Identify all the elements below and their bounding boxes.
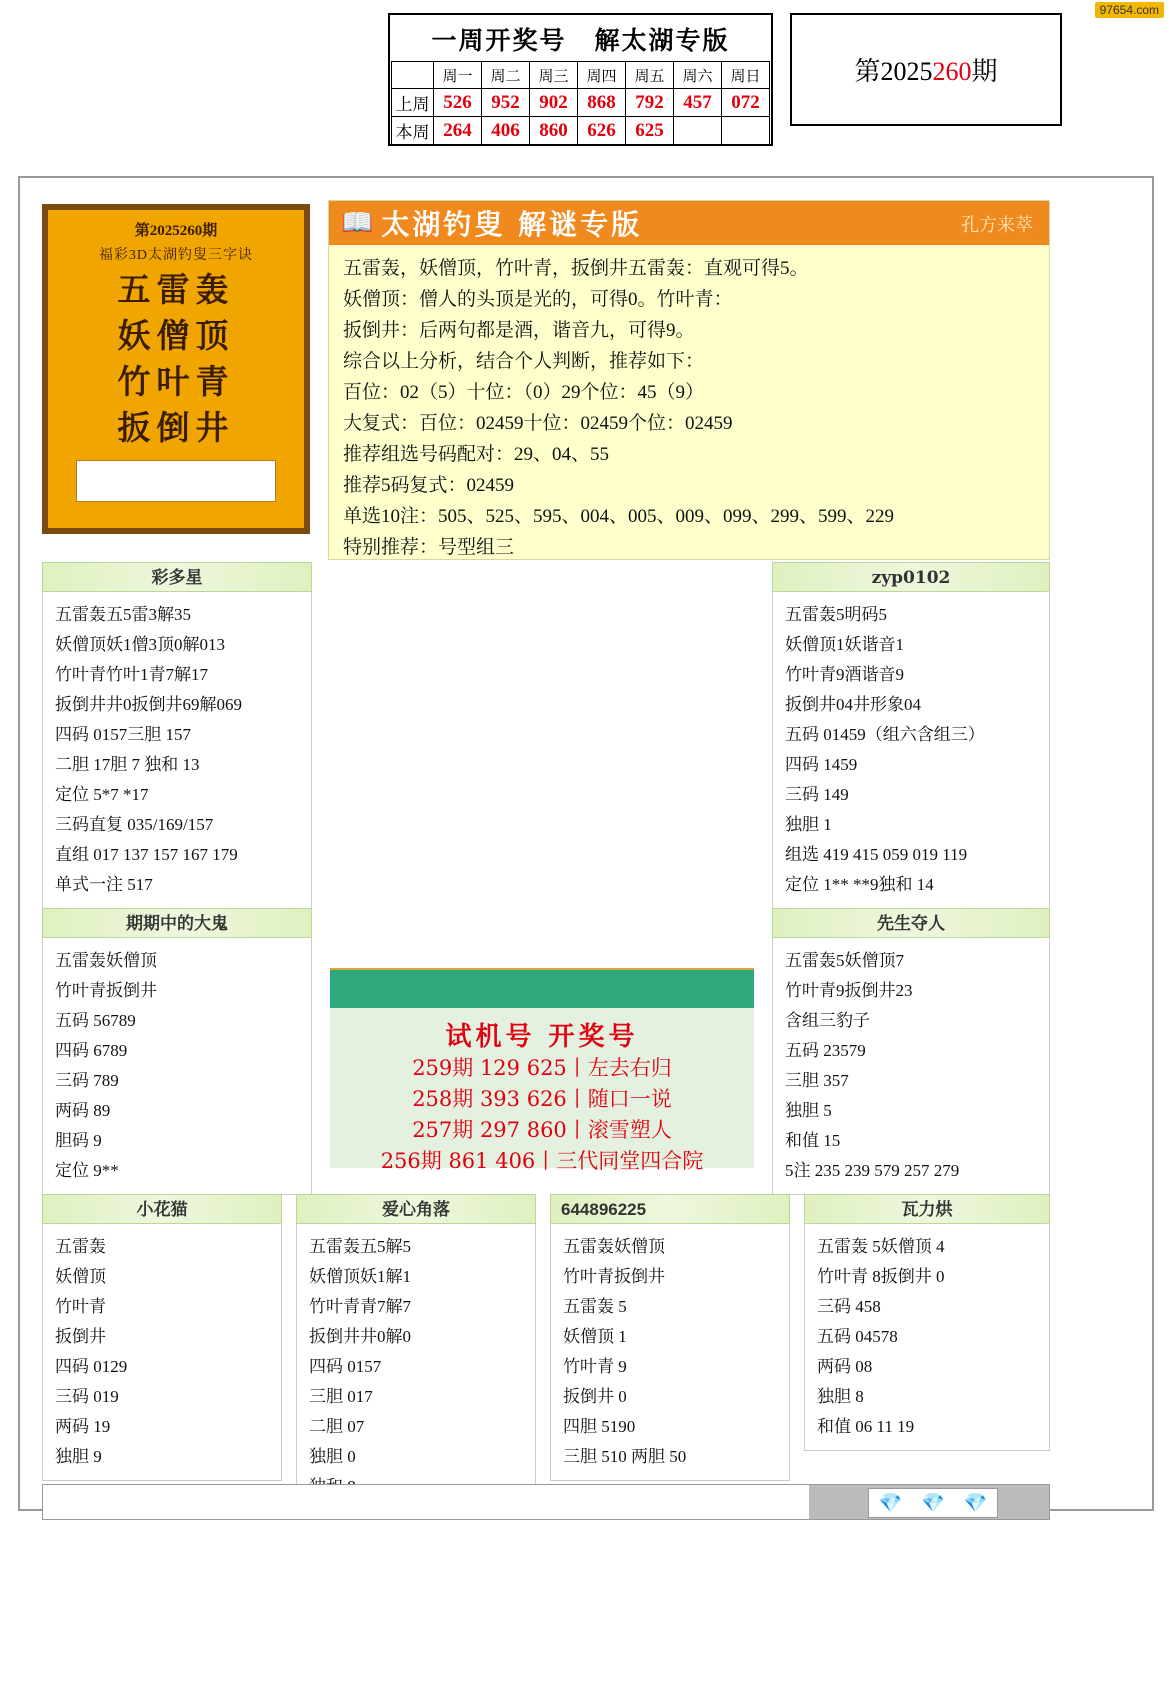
card-line: 竹叶青竹叶1青7解17 bbox=[55, 665, 208, 684]
card-title: 瓦力烘 bbox=[804, 1194, 1050, 1224]
card-line: 独胆 5 bbox=[785, 1101, 832, 1120]
card-line: 四码 6789 bbox=[55, 1041, 128, 1060]
analysis-line: 特别推荐：号型组三 bbox=[343, 537, 515, 558]
draw-history-line: 259期 129 625丨左去右归 bbox=[412, 1056, 672, 1080]
card-line: 5注 235 239 579 257 279 bbox=[785, 1161, 960, 1180]
thisweek-sat bbox=[674, 117, 722, 145]
thisweek-tue: 406 bbox=[482, 117, 530, 145]
card-line: 扳倒井 0 bbox=[563, 1387, 627, 1406]
card-line: 定位 9** bbox=[55, 1161, 119, 1180]
row-label-lastweek: 上周 bbox=[392, 89, 434, 117]
card-xiaohuamao bbox=[42, 1194, 282, 1481]
poster-issue: 第2025260期 bbox=[134, 223, 218, 239]
card-title: 彩多星 bbox=[42, 562, 312, 592]
thisweek-sun bbox=[722, 117, 770, 145]
card-line: 扳倒井 bbox=[55, 1327, 106, 1346]
analysis-line: 妖僧顶：僧人的头顶是光的，可得0。竹叶青： bbox=[343, 289, 733, 310]
analysis-line: 综合以上分析，结合个人判断，推荐如下： bbox=[343, 351, 705, 372]
table-row bbox=[392, 89, 770, 117]
card-line: 含组三豹子 bbox=[785, 1011, 870, 1030]
card-line: 两码 89 bbox=[55, 1101, 111, 1120]
card-body bbox=[42, 592, 312, 909]
card-line: 三码 458 bbox=[817, 1297, 881, 1316]
header-cell-fri: 周五 bbox=[626, 62, 674, 89]
lastweek-sat: 457 bbox=[674, 89, 722, 117]
card-zyp0102 bbox=[772, 562, 1050, 909]
card-line: 扳倒井04井形象04 bbox=[785, 695, 921, 714]
gem-icon: 💎 bbox=[963, 1493, 988, 1514]
watermark: 97654.com bbox=[1095, 2, 1164, 18]
lastweek-sun: 072 bbox=[722, 89, 770, 117]
card-body bbox=[550, 1224, 790, 1481]
card-title: 爱心角落 bbox=[296, 1194, 536, 1224]
card-line: 三码 789 bbox=[55, 1071, 119, 1090]
card-line: 四码 1459 bbox=[785, 755, 858, 774]
header-cell-sat: 周六 bbox=[674, 62, 722, 89]
lastweek-mon: 526 bbox=[434, 89, 482, 117]
card-line: 五雷轰妖僧顶 bbox=[563, 1237, 665, 1256]
card-line: 竹叶青9酒谐音9 bbox=[785, 665, 904, 684]
gem-icon: 💎 bbox=[921, 1493, 945, 1514]
analysis-title: 太湖钓叟 解谜专版 bbox=[381, 208, 643, 241]
card-body bbox=[296, 1224, 536, 1511]
card-line: 四码 0157 bbox=[309, 1357, 382, 1376]
card-line: 扳倒井井0扳倒井69解069 bbox=[55, 695, 242, 714]
card-line: 五雷轰5妖僧顶7 bbox=[785, 951, 904, 970]
card-line: 五雷轰五5解5 bbox=[309, 1237, 411, 1256]
issue-label bbox=[854, 51, 997, 88]
card-line: 直组 017 137 157 167 179 bbox=[55, 845, 238, 864]
poster-subtitle: 福彩3D太湖钓叟三字诀 bbox=[98, 248, 254, 263]
analysis-line: 百位：02（5）十位：（0）29个位：45（9） bbox=[343, 382, 705, 403]
poster-line-4: 扳倒井 bbox=[117, 408, 235, 447]
card-line: 妖僧顶妖1僧3顶0解013 bbox=[55, 635, 225, 654]
analysis-author: 孔方来萃 bbox=[961, 215, 1033, 235]
card-644896225 bbox=[550, 1194, 790, 1481]
card-line: 三码直复 035/169/157 bbox=[55, 815, 214, 834]
draw-history-line: 256期 861 406丨三代同堂四合院 bbox=[380, 1149, 704, 1173]
card-line: 三胆 510 两胆 50 bbox=[563, 1447, 687, 1466]
card-line: 独胆 1 bbox=[785, 815, 832, 834]
thisweek-mon: 264 bbox=[434, 117, 482, 145]
card-line: 五雷轰5明码5 bbox=[785, 605, 887, 624]
card-line: 妖僧顶 1 bbox=[563, 1327, 627, 1346]
card-line: 四码 0157三胆 157 bbox=[55, 725, 191, 744]
weekly-title-left: 一周开奖号 bbox=[431, 28, 567, 55]
card-line: 定位 1** **9独和 14 bbox=[785, 875, 934, 894]
card-line: 胆码 9 bbox=[55, 1131, 102, 1150]
analysis-line: 推荐5码复式：02459 bbox=[343, 475, 515, 496]
issue-number: 260 bbox=[932, 57, 972, 86]
card-line: 两码 19 bbox=[55, 1417, 111, 1436]
green-bar bbox=[330, 970, 754, 1008]
thisweek-fri: 625 bbox=[626, 117, 674, 145]
card-line: 竹叶青9扳倒井23 bbox=[785, 981, 913, 1000]
header-cell-wed: 周三 bbox=[530, 62, 578, 89]
draw-history-box bbox=[330, 968, 754, 1173]
analysis-line: 扳倒井：后两句都是酒，谐音九，可得9。 bbox=[343, 320, 695, 341]
card-line: 五码 04578 bbox=[817, 1327, 898, 1346]
card-line: 独胆 9 bbox=[55, 1447, 102, 1466]
lastweek-tue: 952 bbox=[482, 89, 530, 117]
analysis-panel bbox=[328, 200, 1050, 560]
analysis-line: 推荐组选号码配对：29、04、55 bbox=[343, 444, 610, 465]
card-line: 五雷轰 5 bbox=[563, 1297, 627, 1316]
card-line: 和值 06 11 19 bbox=[817, 1417, 915, 1436]
card-line: 三胆 017 bbox=[309, 1387, 373, 1406]
card-line: 三胆 357 bbox=[785, 1071, 849, 1090]
card-line: 二胆 17胆 7 独和 13 bbox=[55, 755, 200, 774]
analysis-line: 五雷轰，妖僧顶，竹叶青，扳倒井五雷轰：直观可得5。 bbox=[343, 258, 809, 279]
analysis-line: 单选10注：505、525、595、004、005、009、099、299、599、229 bbox=[343, 506, 895, 527]
card-aixin bbox=[296, 1194, 536, 1511]
card-line: 竹叶青 8扳倒井 0 bbox=[817, 1267, 945, 1286]
poster-line-1: 五雷轰 bbox=[117, 270, 235, 309]
lastweek-fri: 792 bbox=[626, 89, 674, 117]
issue-box bbox=[790, 13, 1062, 126]
draw-history-title: 试机号 开奖号 bbox=[445, 1022, 639, 1052]
card-line: 四码 0129 bbox=[55, 1357, 128, 1376]
card-line: 定位 5*7 *17 bbox=[55, 785, 149, 804]
card-body bbox=[42, 938, 312, 1195]
card-body bbox=[772, 938, 1050, 1195]
header-cell-tue: 周二 bbox=[482, 62, 530, 89]
card-title: 644896225 bbox=[550, 1194, 790, 1224]
card-title: zyp0102 bbox=[772, 562, 1050, 592]
issue-suffix: 期 bbox=[971, 57, 998, 86]
analysis-header bbox=[329, 201, 1049, 245]
card-dagui bbox=[42, 908, 312, 1195]
row-label-thisweek: 本周 bbox=[392, 117, 434, 145]
weekly-table bbox=[391, 61, 770, 145]
card-line: 三码 019 bbox=[55, 1387, 119, 1406]
table-row bbox=[392, 117, 770, 145]
header-cell-sun: 周日 bbox=[722, 62, 770, 89]
card-line: 四胆 5190 bbox=[563, 1417, 636, 1436]
poster-blank-field bbox=[76, 460, 276, 502]
draw-history-line: 257期 297 860丨滚雪塑人 bbox=[412, 1118, 672, 1142]
card-line: 竹叶青青7解7 bbox=[309, 1297, 411, 1316]
analysis-line: 大复式：百位：02459十位：02459个位：02459 bbox=[343, 413, 733, 434]
card-line: 竹叶青扳倒井 bbox=[563, 1267, 665, 1286]
analysis-body bbox=[329, 245, 1049, 563]
card-title: 先生夺人 bbox=[772, 908, 1050, 938]
card-line: 五雷轰妖僧顶 bbox=[55, 951, 157, 970]
card-line: 妖僧顶妖1解1 bbox=[309, 1267, 411, 1286]
header-cell-thu: 周四 bbox=[578, 62, 626, 89]
card-line: 妖僧顶1妖谐音1 bbox=[785, 635, 904, 654]
footer-gems bbox=[868, 1488, 998, 1518]
thisweek-thu: 626 bbox=[578, 117, 626, 145]
book-icon: 📖 bbox=[341, 208, 374, 237]
card-line: 竹叶青 bbox=[55, 1297, 106, 1316]
card-line: 妖僧顶 bbox=[55, 1267, 106, 1286]
card-line: 竹叶青扳倒井 bbox=[55, 981, 157, 1000]
draw-history-line: 258期 393 626丨随口一说 bbox=[412, 1087, 672, 1111]
card-body bbox=[42, 1224, 282, 1481]
card-line: 三码 149 bbox=[785, 785, 849, 804]
lastweek-wed: 902 bbox=[530, 89, 578, 117]
table-header-row bbox=[392, 62, 770, 89]
card-title: 期期中的大鬼 bbox=[42, 908, 312, 938]
card-xiansheng bbox=[772, 908, 1050, 1195]
card-title: 小花猫 bbox=[42, 1194, 282, 1224]
card-line: 五雷轰五5雷3解35 bbox=[55, 605, 191, 624]
card-caiduoxing bbox=[42, 562, 312, 909]
card-line: 扳倒井井0解0 bbox=[309, 1327, 411, 1346]
card-body bbox=[772, 592, 1050, 909]
card-line: 五雷轰 bbox=[55, 1237, 106, 1256]
card-line: 组选 419 415 059 019 119 bbox=[785, 845, 968, 864]
weekly-title bbox=[390, 15, 771, 61]
lastweek-thu: 868 bbox=[578, 89, 626, 117]
poster-panel bbox=[42, 204, 310, 534]
card-line: 独胆 8 bbox=[817, 1387, 864, 1406]
poster-line-3: 竹叶青 bbox=[117, 362, 235, 401]
top-area bbox=[0, 8, 1172, 153]
header-cell-blank bbox=[392, 62, 434, 89]
card-wali bbox=[804, 1194, 1050, 1451]
card-line: 竹叶青 9 bbox=[563, 1357, 627, 1376]
card-line: 单式一注 517 bbox=[55, 875, 153, 894]
card-line: 五码 23579 bbox=[785, 1041, 866, 1060]
weekly-results-box bbox=[388, 13, 773, 146]
card-line: 独胆 0 bbox=[309, 1447, 356, 1466]
card-line: 五码 56789 bbox=[55, 1011, 136, 1030]
card-body bbox=[804, 1224, 1050, 1451]
poster-line-2: 妖僧顶 bbox=[117, 316, 235, 355]
card-line: 两码 08 bbox=[817, 1357, 873, 1376]
weekly-title-right: 解太湖专版 bbox=[594, 28, 730, 55]
card-line: 和值 15 bbox=[785, 1131, 841, 1150]
thisweek-wed: 860 bbox=[530, 117, 578, 145]
issue-prefix: 第2025 bbox=[854, 57, 933, 86]
gem-icon: 💎 bbox=[878, 1493, 903, 1514]
card-line: 二胆 07 bbox=[309, 1417, 365, 1436]
header-cell-mon: 周一 bbox=[434, 62, 482, 89]
card-line: 五码 01459（组六含组三） bbox=[785, 725, 985, 744]
card-line: 五雷轰 5妖僧顶 4 bbox=[817, 1237, 945, 1256]
